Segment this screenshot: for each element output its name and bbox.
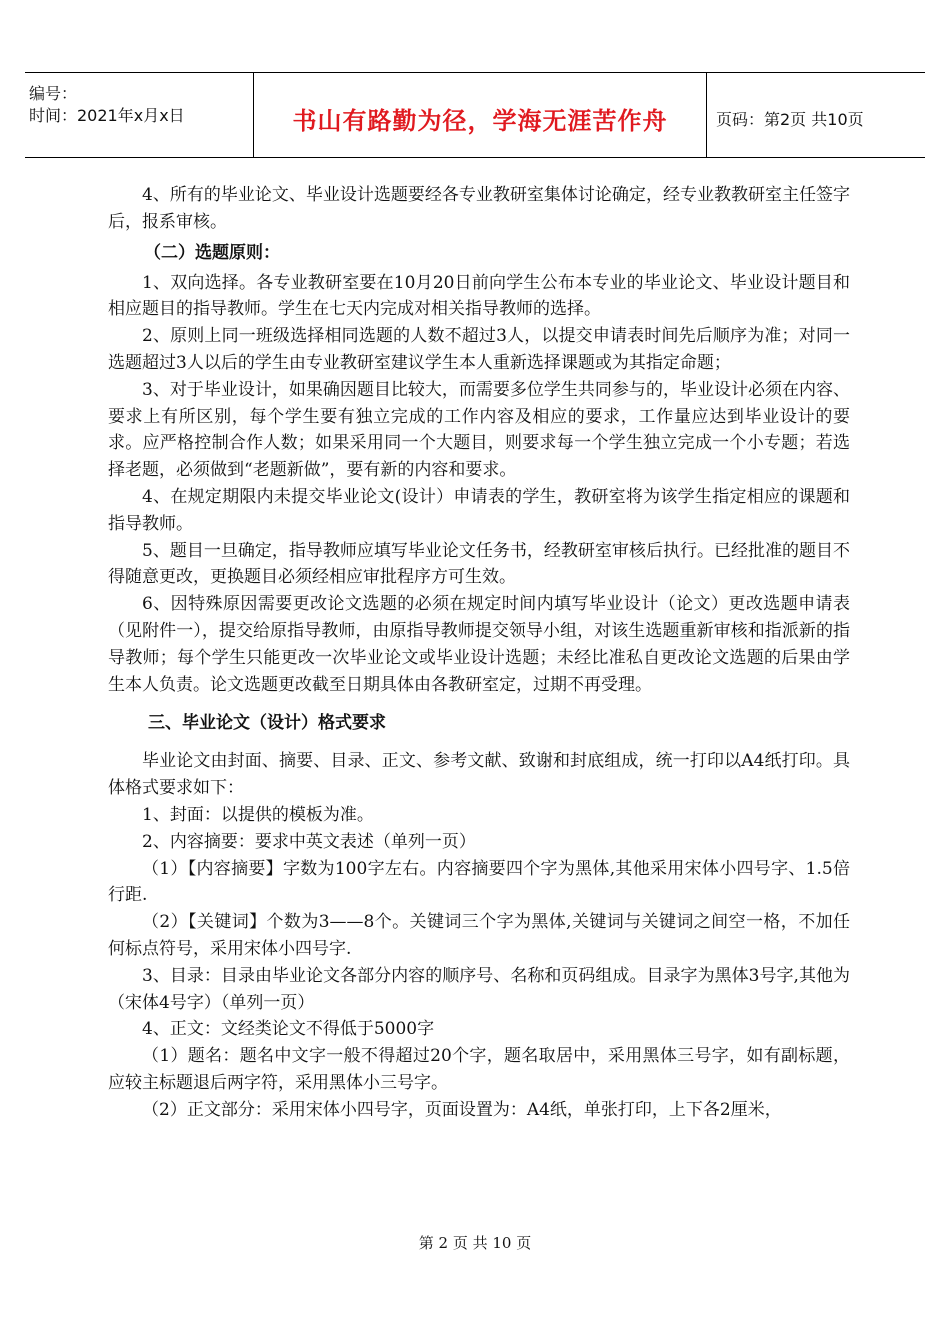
- header-page-info: 页码：第2页 共10页: [716, 110, 864, 129]
- paragraph: 5、题目一旦确定，指导教师应填写毕业论文任务书，经教研室审核后执行。已经批准的题目不得随意更改，更换题目必须经相应审批程序方可生效。: [108, 540, 850, 588]
- paragraph: 1、双向选择。各专业教研室要在10月20日前向学生公布本专业的毕业论文、毕业设计题目和相应题目的指导教师。学生在七天内完成对相关指导教师的选择。: [108, 272, 850, 320]
- header-meta-cell: [25, 73, 253, 157]
- paragraph: 2、内容摘要：要求中英文表述（单列一页）: [142, 831, 476, 852]
- page-footer: 第 2 页 共 10 页: [418, 1234, 532, 1252]
- paragraph: 毕业论文由封面、摘要、目录、正文、参考文献、致谢和封底组成，统一打印以A4纸打印。具体格式要求如下：: [108, 751, 850, 799]
- paragraph: 4、在规定期限内未提交毕业论文(设计）申请表的学生，教研室将为该学生指定相应的课题和指导教师。: [108, 486, 850, 534]
- paragraph: 2、原则上同一班级选择相同选题的人数不超过3人，以提交申请表时间先后顺序为准；对同一选题超过3人以后的学生由专业教研室建议学生本人重新选择课题或为其指定命题；: [108, 326, 850, 373]
- header-motto-cell: [253, 73, 707, 157]
- paragraph: 3、目录：目录由毕业论文各部分内容的顺序号、名称和页码组成。目录字为黑体3号字,其他为（宋体4号字）（单列一页）: [108, 965, 850, 1013]
- section-heading-principles: （二）选题原则：: [144, 242, 280, 263]
- paragraph: 4、正文：文经类论文不得低于5000字: [142, 1019, 435, 1040]
- section-heading-format: 三、毕业论文（设计）格式要求: [148, 713, 386, 734]
- paragraph: （2）正文部分：采用宋体小四号字，页面设置为：A4纸，单张打印，上下各2厘米，: [142, 1099, 782, 1120]
- page-header: [25, 72, 925, 158]
- paragraph: 4、所有的毕业论文、毕业设计选题要经各专业教研室集体讨论确定，经专业教教研室主任签字后，报系审核。: [108, 185, 850, 232]
- paragraph: （1）题名：题名中文字一般不得超过20个字，题名取居中，采用黑体三号字，如有副标题，应较主标题退后两字符，采用黑体小三号字。: [108, 1046, 850, 1093]
- paragraph: （2）【关键词】个数为3——8个。关键词三个字为黑体,关键词与关键词之间空一格，不加任何标点符号，采用宋体小四号字.: [108, 912, 850, 959]
- paragraph: （1）【内容摘要】字数为100字左右。内容摘要四个字为黑体,其他采用宋体小四号字、1.5倍行距.: [108, 858, 850, 906]
- header-page-cell: [706, 73, 925, 157]
- document-body: [108, 182, 850, 1124]
- document-number-label: 编号：: [29, 84, 78, 103]
- paragraph: 1、封面：以提供的模板为准。: [142, 804, 374, 825]
- document-time-label: 时间：2021年x月x日: [29, 106, 185, 125]
- paragraph: 3、对于毕业设计，如果确因题目比较大，而需要多位学生共同参与的，毕业设计必须在内容、要求上有所区别，每个学生要有独立完成的工作内容及相应的要求，工作量应达到毕业设计的要求。应严格控制合作人数；如果采用同一个大题目，则要求每一个学生独立完成一个小专题；若选择老题，必须做到“老题新做”，要有新的内容和要求。: [108, 379, 850, 481]
- header-motto: 书山有路勤为径，学海无涯苦作舟: [292, 107, 668, 135]
- paragraph: 6、因特殊原因需要更改论文选题的必须在规定时间内填写毕业设计（论文）更改选题申请表（见附件一），提交给原指导教师，由原指导教师提交领导小组，对该生选题重新审核和指派新的指导教师；每个学生只能更改一次毕业论文或毕业设计选题；未经比准私自更改论文选题的后果由学生本人负责。论文选题更改截至日期具体由各教研室定，过期不再受理。: [108, 594, 850, 695]
